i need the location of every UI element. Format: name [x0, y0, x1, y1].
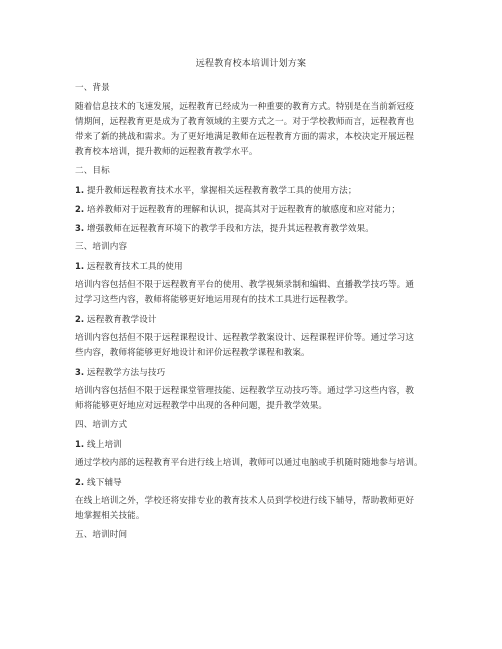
paragraph-line: 带来了新的挑战和需求。为了更好地满足教师在远程教育方面的需求，本校决定开展远程 — [75, 132, 415, 142]
goal-number: 1. — [75, 185, 85, 195]
item-title: 线上培训 — [84, 440, 122, 450]
goal-number: 3. — [75, 223, 85, 233]
paragraph-line: 师将能够更好地应对远程教学中出现的各种问题，提升教学效果。 — [75, 401, 328, 411]
goal-text: 增强教师在远程教育环境下的教学手段和方法，提升其远程教育教学效果。 — [84, 224, 374, 234]
content-item-1-title — [75, 260, 183, 273]
goal-item-2 — [75, 203, 400, 216]
section-heading-time: 五、培训时间 — [75, 530, 128, 540]
goal-text: 提升教师远程教育技术水平，掌握相关远程教育教学工具的使用方法； — [84, 186, 357, 196]
content-item-2-title — [75, 313, 157, 326]
item-number: 1. — [75, 439, 85, 449]
paragraph-line: 随着信息技术的飞速发展，远程教育已经成为一种重要的教育方式。特别是在当前新冠疫 — [75, 102, 415, 112]
item-number: 2. — [75, 314, 85, 324]
paragraph-line: 过学习这些内容，教师将能够更好地运用现有的技术工具进行远程教学。 — [75, 295, 354, 305]
item-number: 3. — [75, 367, 85, 377]
item-title: 远程教育教学设计 — [84, 315, 157, 325]
paragraph-line: 些内容，教师将能够更好地设计和评价远程教学课程和教案。 — [75, 348, 310, 358]
goal-text: 培养教师对于远程教育的理解和认识，提高其对于远程教育的敏感度和应对能力； — [84, 205, 401, 215]
section-heading-content: 三、培训内容 — [75, 242, 128, 252]
goal-item-3 — [75, 222, 374, 235]
paragraph-line: 通过学校内部的远程教育平台进行线上培训，教师可以通过电脑或手机随时随地参与培训。 — [75, 458, 423, 468]
item-title: 线下辅导 — [84, 478, 122, 488]
paragraph-line: 培训内容包括但不限于远程课程设计、远程教学教案设计、远程课程评价等。通过学习这 — [75, 333, 415, 343]
item-number: 2. — [75, 477, 85, 487]
paragraph-line: 培训内容包括但不限于远程教育平台的使用、教学视频录制和编辑、直播教学技巧等。通 — [75, 280, 415, 290]
paragraph-line: 教育校本培训，提升教师的远程教育教学水平。 — [75, 147, 258, 157]
paragraph-line: 情期间，远程教育更是成为了教育领域的主要方式之一。对于学校教师而言，远程教育也 — [75, 117, 415, 127]
paragraph-line: 培训内容包括但不限于远程课堂管理技能、远程教学互动技巧等。通过学习这些内容，教 — [75, 386, 415, 396]
goal-item-1 — [75, 184, 357, 197]
section-heading-method: 四、培训方式 — [75, 420, 128, 430]
item-title: 远程教育技术工具的使用 — [84, 262, 183, 272]
paragraph-line: 在线上培训之外，学校还将安排专业的教育技术人员到学校进行线下辅导，帮助教师更好 — [75, 496, 415, 506]
section-heading-goals: 二、目标 — [75, 166, 110, 176]
method-item-1-title — [75, 438, 122, 451]
document-title: 远程教育校本培训计划方案 — [195, 59, 307, 69]
content-item-3-title — [75, 366, 165, 379]
section-heading-background: 一、背景 — [75, 83, 110, 93]
item-number: 1. — [75, 261, 85, 271]
paragraph-line: 地掌握相关技能。 — [75, 511, 145, 521]
goal-number: 2. — [75, 204, 85, 214]
method-item-2-title — [75, 476, 122, 489]
item-title: 远程教学方法与技巧 — [84, 368, 166, 378]
